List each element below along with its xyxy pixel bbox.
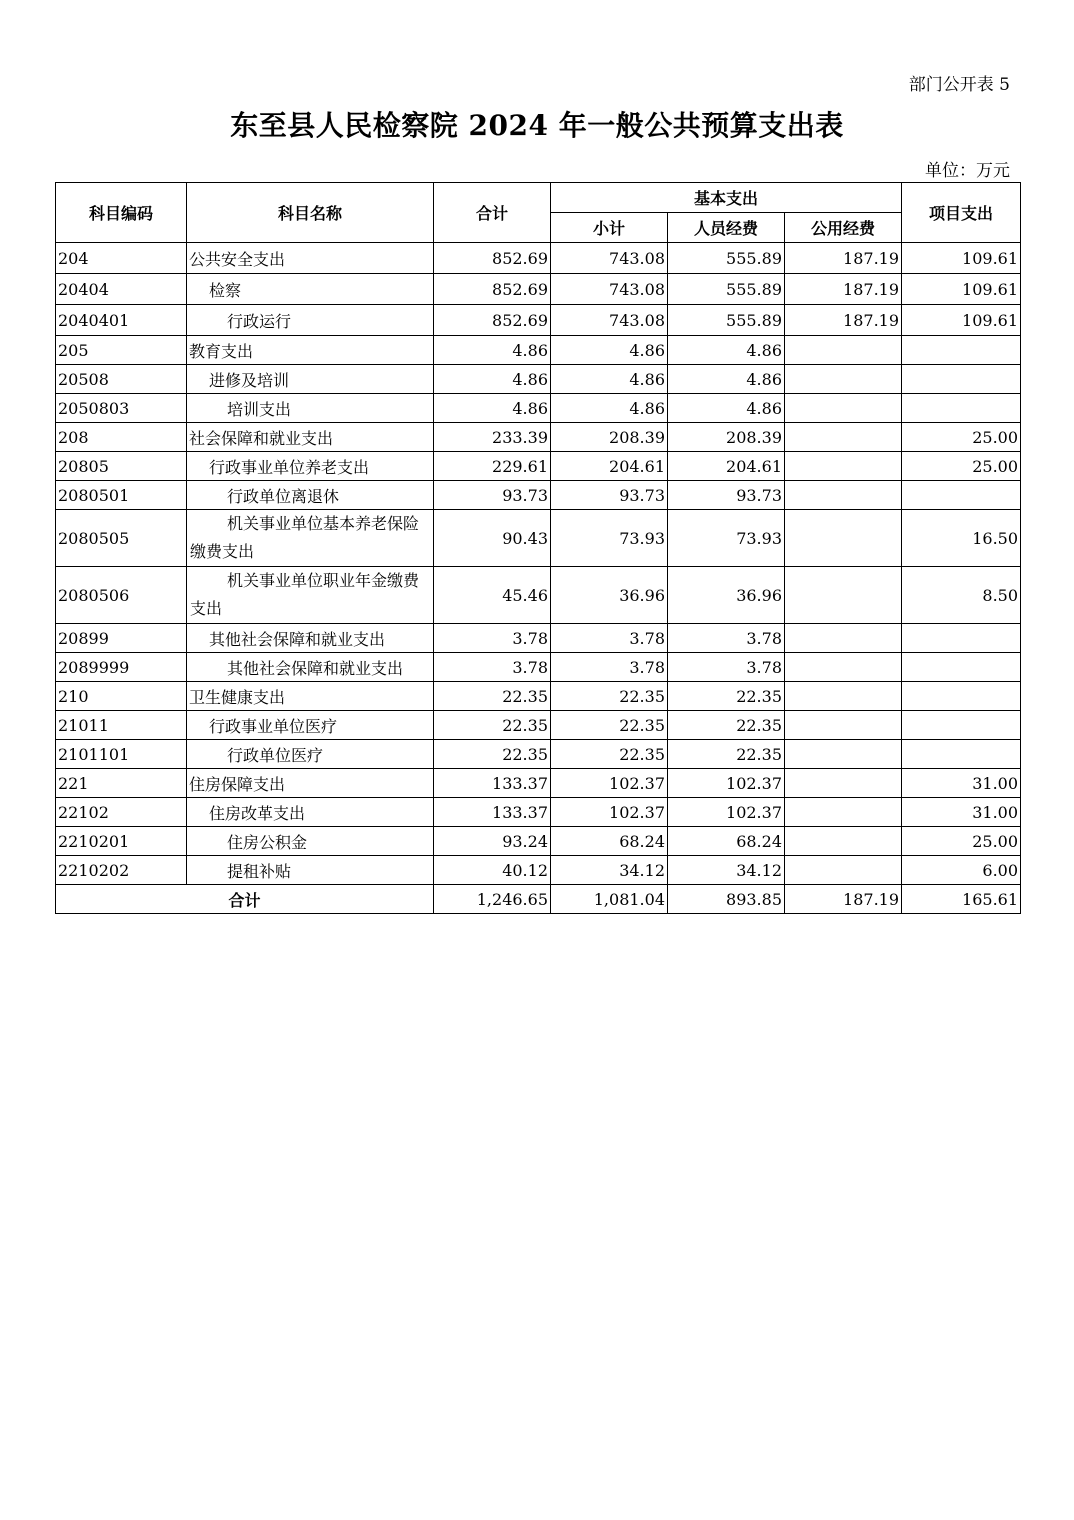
cell-subtotal: 36.96 (551, 567, 668, 624)
table-row (56, 624, 1021, 653)
table-row (56, 682, 1021, 711)
header-public: 公用经费 (785, 213, 902, 243)
cell-name: 行政事业单位养老支出 (187, 452, 434, 481)
cell-personnel: 36.96 (668, 567, 785, 624)
cell-project: 25.00 (902, 423, 1021, 452)
cell-name: 行政单位医疗 (187, 740, 434, 769)
cell-code: 2080505 (56, 510, 187, 567)
cell-personnel: 93.73 (668, 481, 785, 510)
total-cell-total: 1,246.65 (434, 885, 551, 914)
cell-code: 2040401 (56, 305, 187, 336)
cell-code: 2210202 (56, 856, 187, 885)
cell-public (785, 740, 902, 769)
budget-table (55, 182, 1021, 914)
table-row (56, 567, 1021, 624)
cell-code: 221 (56, 769, 187, 798)
cell-project: 109.61 (902, 305, 1021, 336)
cell-subtotal: 743.08 (551, 243, 668, 274)
cell-project: 31.00 (902, 769, 1021, 798)
cell-name: 提租补贴 (187, 856, 434, 885)
cell-public (785, 567, 902, 624)
cell-public (785, 510, 902, 567)
table-row (56, 423, 1021, 452)
cell-code: 21011 (56, 711, 187, 740)
cell-public: 187.19 (785, 305, 902, 336)
cell-name: 进修及培训 (187, 365, 434, 394)
table-row (56, 510, 1021, 567)
cell-project (902, 653, 1021, 682)
cell-personnel: 555.89 (668, 274, 785, 305)
cell-project: 25.00 (902, 452, 1021, 481)
cell-total: 22.35 (434, 740, 551, 769)
cell-code: 204 (56, 243, 187, 274)
cell-personnel: 555.89 (668, 243, 785, 274)
cell-subtotal: 22.35 (551, 711, 668, 740)
cell-subtotal: 743.08 (551, 305, 668, 336)
table-row (56, 394, 1021, 423)
cell-personnel: 73.93 (668, 510, 785, 567)
cell-code: 2050803 (56, 394, 187, 423)
cell-public (785, 653, 902, 682)
cell-name: 住房保障支出 (187, 769, 434, 798)
cell-code: 20508 (56, 365, 187, 394)
cell-code: 20899 (56, 624, 187, 653)
cell-subtotal: 22.35 (551, 682, 668, 711)
table-row (56, 274, 1021, 305)
cell-total: 4.86 (434, 365, 551, 394)
cell-personnel: 22.35 (668, 711, 785, 740)
cell-name: 机关事业单位职业年金缴费支出 (187, 567, 434, 624)
cell-subtotal: 4.86 (551, 336, 668, 365)
cell-total: 22.35 (434, 682, 551, 711)
cell-name: 培训支出 (187, 394, 434, 423)
cell-subtotal: 204.61 (551, 452, 668, 481)
cell-code: 2089999 (56, 653, 187, 682)
cell-total: 4.86 (434, 336, 551, 365)
cell-code: 20805 (56, 452, 187, 481)
cell-total: 93.73 (434, 481, 551, 510)
cell-public: 187.19 (785, 243, 902, 274)
cell-personnel: 3.78 (668, 624, 785, 653)
cell-total: 852.69 (434, 274, 551, 305)
cell-total: 133.37 (434, 769, 551, 798)
table-row (56, 653, 1021, 682)
cell-project: 16.50 (902, 510, 1021, 567)
page-title: 东至县人民检察院 2024 年一般公共预算支出表 (230, 109, 844, 142)
cell-total: 852.69 (434, 305, 551, 336)
cell-code: 205 (56, 336, 187, 365)
cell-name: 行政运行 (187, 305, 434, 336)
cell-code: 2210201 (56, 827, 187, 856)
table-row (56, 481, 1021, 510)
header-personnel: 人员经费 (668, 213, 785, 243)
table-row (56, 336, 1021, 365)
cell-project (902, 394, 1021, 423)
cell-code: 2101101 (56, 740, 187, 769)
cell-personnel: 102.37 (668, 769, 785, 798)
cell-subtotal: 4.86 (551, 365, 668, 394)
cell-subtotal: 208.39 (551, 423, 668, 452)
cell-name: 卫生健康支出 (187, 682, 434, 711)
cell-personnel: 22.35 (668, 682, 785, 711)
cell-total: 45.46 (434, 567, 551, 624)
cell-total: 22.35 (434, 711, 551, 740)
cell-subtotal: 34.12 (551, 856, 668, 885)
cell-code: 22102 (56, 798, 187, 827)
cell-subtotal: 4.86 (551, 394, 668, 423)
cell-project (902, 711, 1021, 740)
cell-subtotal: 102.37 (551, 798, 668, 827)
cell-personnel: 4.86 (668, 336, 785, 365)
cell-code: 2080501 (56, 481, 187, 510)
cell-total: 90.43 (434, 510, 551, 567)
cell-public (785, 394, 902, 423)
cell-subtotal: 3.78 (551, 653, 668, 682)
cell-name: 社会保障和就业支出 (187, 423, 434, 452)
cell-subtotal: 73.93 (551, 510, 668, 567)
cell-code: 210 (56, 682, 187, 711)
cell-public (785, 452, 902, 481)
header-name: 科目名称 (187, 183, 434, 243)
header-project: 项目支出 (902, 183, 1021, 243)
cell-personnel: 3.78 (668, 653, 785, 682)
cell-public (785, 711, 902, 740)
cell-personnel: 22.35 (668, 740, 785, 769)
cell-public: 187.19 (785, 274, 902, 305)
cell-project: 109.61 (902, 243, 1021, 274)
total-cell-project: 165.61 (902, 885, 1021, 914)
cell-public (785, 423, 902, 452)
cell-public (785, 365, 902, 394)
cell-personnel: 555.89 (668, 305, 785, 336)
cell-total: 4.86 (434, 394, 551, 423)
cell-personnel: 4.86 (668, 394, 785, 423)
table-row (56, 827, 1021, 856)
cell-project (902, 365, 1021, 394)
cell-personnel: 102.37 (668, 798, 785, 827)
cell-name: 行政事业单位医疗 (187, 711, 434, 740)
cell-project: 109.61 (902, 274, 1021, 305)
table-header (56, 183, 1021, 243)
cell-total: 40.12 (434, 856, 551, 885)
cell-name: 其他社会保障和就业支出 (187, 653, 434, 682)
cell-total: 93.24 (434, 827, 551, 856)
header-subtotal: 小计 (551, 213, 668, 243)
cell-total: 3.78 (434, 653, 551, 682)
cell-project: 8.50 (902, 567, 1021, 624)
cell-total: 229.61 (434, 452, 551, 481)
total-cell-subtotal: 1,081.04 (551, 885, 668, 914)
cell-name: 其他社会保障和就业支出 (187, 624, 434, 653)
cell-project (902, 336, 1021, 365)
cell-name: 检察 (187, 274, 434, 305)
cell-public (785, 624, 902, 653)
table-row (56, 711, 1021, 740)
cell-public (785, 798, 902, 827)
cell-personnel: 204.61 (668, 452, 785, 481)
cell-code: 2080506 (56, 567, 187, 624)
table-row (56, 452, 1021, 481)
table-footer (56, 885, 1021, 914)
header-basic: 基本支出 (551, 183, 902, 213)
cell-public (785, 827, 902, 856)
total-cell-personnel: 893.85 (668, 885, 785, 914)
cell-project: 25.00 (902, 827, 1021, 856)
cell-project: 6.00 (902, 856, 1021, 885)
cell-code: 20404 (56, 274, 187, 305)
cell-subtotal: 3.78 (551, 624, 668, 653)
cell-project (902, 740, 1021, 769)
cell-total: 233.39 (434, 423, 551, 452)
cell-name: 住房改革支出 (187, 798, 434, 827)
cell-total: 852.69 (434, 243, 551, 274)
cell-personnel: 208.39 (668, 423, 785, 452)
unit-label: 单位：万元 (925, 161, 1010, 181)
cell-project: 31.00 (902, 798, 1021, 827)
table-row (56, 798, 1021, 827)
header-code: 科目编码 (56, 183, 187, 243)
cell-subtotal: 22.35 (551, 740, 668, 769)
cell-subtotal: 743.08 (551, 274, 668, 305)
cell-project (902, 624, 1021, 653)
total-label: 合计 (56, 885, 434, 914)
table-row (56, 365, 1021, 394)
table-body (56, 243, 1021, 885)
form-number: 部门公开表 5 (908, 75, 1010, 95)
table-row (56, 305, 1021, 336)
cell-personnel: 4.86 (668, 365, 785, 394)
table-row (56, 856, 1021, 885)
cell-project (902, 682, 1021, 711)
cell-subtotal: 102.37 (551, 769, 668, 798)
cell-public (785, 769, 902, 798)
cell-public (785, 682, 902, 711)
total-cell-public: 187.19 (785, 885, 902, 914)
cell-personnel: 68.24 (668, 827, 785, 856)
cell-public (785, 336, 902, 365)
cell-total: 3.78 (434, 624, 551, 653)
cell-name: 机关事业单位基本养老保险缴费支出 (187, 510, 434, 567)
cell-subtotal: 68.24 (551, 827, 668, 856)
cell-name: 公共安全支出 (187, 243, 434, 274)
cell-name: 教育支出 (187, 336, 434, 365)
cell-project (902, 481, 1021, 510)
cell-total: 133.37 (434, 798, 551, 827)
cell-public (785, 481, 902, 510)
table-row (56, 769, 1021, 798)
header-total: 合计 (434, 183, 551, 243)
cell-code: 208 (56, 423, 187, 452)
table-row (56, 740, 1021, 769)
cell-public (785, 856, 902, 885)
cell-name: 行政单位离退休 (187, 481, 434, 510)
cell-name: 住房公积金 (187, 827, 434, 856)
table-row (56, 243, 1021, 274)
cell-subtotal: 93.73 (551, 481, 668, 510)
cell-personnel: 34.12 (668, 856, 785, 885)
